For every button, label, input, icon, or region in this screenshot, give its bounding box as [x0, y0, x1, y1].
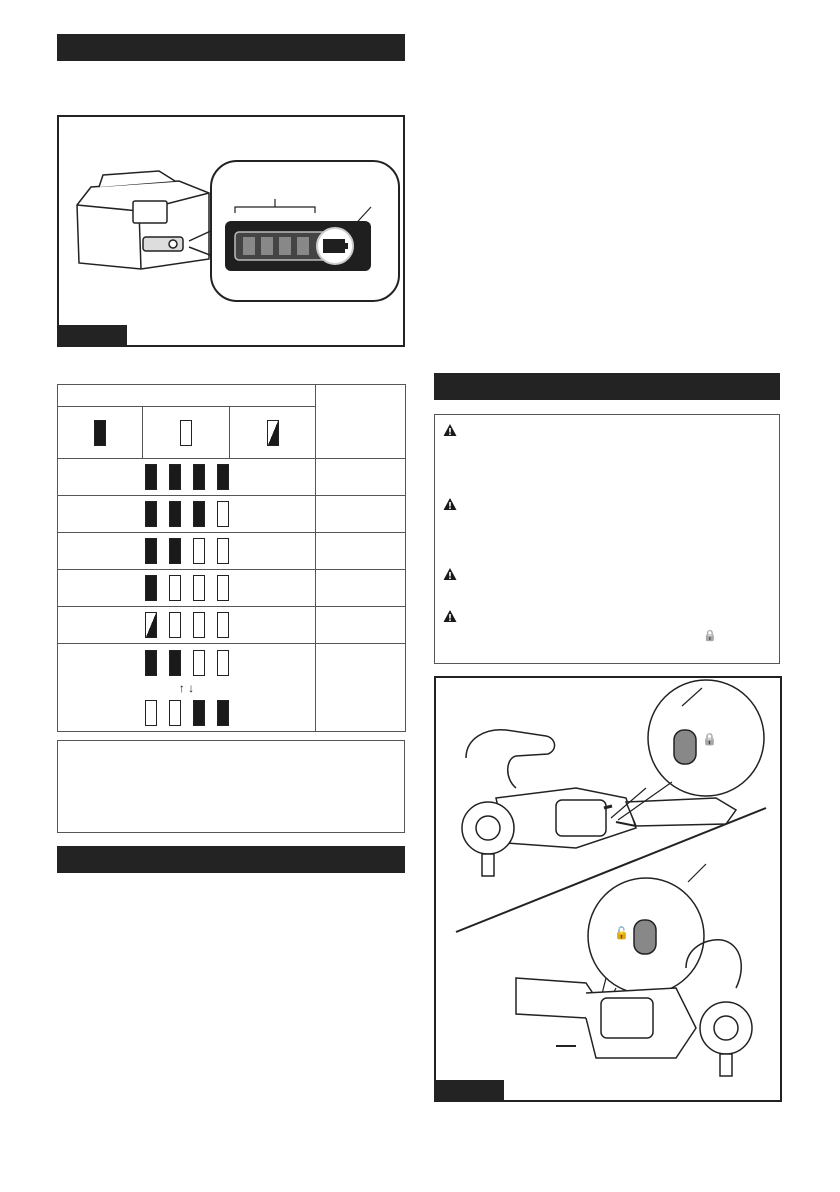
figure-lock-button [434, 676, 782, 1102]
table-row-remaining [316, 570, 406, 607]
lamp-on-icon [145, 538, 157, 564]
table-row-remaining [316, 459, 406, 496]
lamp-on-icon [217, 464, 229, 490]
legend-lighted [58, 407, 143, 459]
table-row-lamps [58, 533, 316, 570]
warning-triangle-icon [443, 567, 457, 581]
lamp-blink-icon [145, 612, 157, 638]
lamp-on-icon [193, 464, 205, 490]
table-header-status [58, 385, 316, 407]
lamp-off-icon [193, 612, 205, 638]
lamp-on-icon [193, 501, 205, 527]
lamp-lighted-icon [94, 420, 106, 446]
lamp-off-icon [169, 700, 181, 726]
lamp-on-icon [145, 575, 157, 601]
section-title-bar-1 [57, 34, 405, 61]
lock-icon: 🔒 [702, 732, 717, 746]
lamp-off-icon [217, 538, 229, 564]
lock-symbol-inline: 🔒 [703, 630, 717, 642]
warning-triangle-icon [443, 609, 457, 623]
table-row-lamps [58, 459, 316, 496]
lamp-on-icon [217, 700, 229, 726]
lamp-off-icon [217, 612, 229, 638]
lamp-off-icon [217, 575, 229, 601]
table-row-lamps-alternating [58, 644, 316, 732]
lamp-off-icon [169, 612, 181, 638]
lamp-off-icon [193, 650, 205, 676]
section-title-bar-3 [434, 373, 780, 400]
unlock-icon: 🔓 [614, 926, 629, 940]
table-row-remaining [316, 533, 406, 570]
lamp-off-icon [145, 700, 157, 726]
table-row-remaining [316, 496, 406, 533]
lamp-off-icon [217, 501, 229, 527]
figure-2-tag [436, 1080, 504, 1100]
lamp-on-icon [145, 464, 157, 490]
lamp-on-icon [193, 700, 205, 726]
lamp-on-icon [145, 650, 157, 676]
warning-triangle-icon [443, 497, 457, 511]
alternate-arrows-icon: ↑ ↓ [178, 680, 195, 695]
lamp-blinking-icon [267, 420, 279, 446]
lamps-bottom [58, 700, 315, 726]
table-row-remaining [316, 644, 406, 732]
lamp-on-icon [169, 538, 181, 564]
legend-blinking [230, 407, 316, 459]
lamp-off-icon [169, 575, 181, 601]
lamp-off-icon [217, 650, 229, 676]
lamp-off-icon [193, 538, 205, 564]
indicator-status-table [57, 384, 406, 732]
battery-illustration [59, 117, 403, 345]
lamp-on-icon [145, 501, 157, 527]
lamp-on-icon [169, 650, 181, 676]
lamps-top [58, 650, 315, 676]
warning-box [434, 414, 780, 664]
legend-off [143, 407, 230, 459]
note-box [57, 740, 405, 833]
table-row-lamps [58, 496, 316, 533]
warning-triangle-icon [443, 423, 457, 437]
lamp-off-icon [180, 420, 192, 446]
section-title-bar-2 [57, 846, 405, 873]
figure-battery-indicator [57, 115, 405, 347]
lamp-on-icon [169, 464, 181, 490]
figure-1-tag [59, 325, 127, 345]
lamp-off-icon [193, 575, 205, 601]
tool-lock-illustration [436, 678, 780, 1100]
table-row-remaining [316, 607, 406, 644]
lamp-on-icon [169, 501, 181, 527]
table-row-lamps [58, 607, 316, 644]
table-header-remaining [316, 385, 406, 459]
table-row-lamps [58, 570, 316, 607]
